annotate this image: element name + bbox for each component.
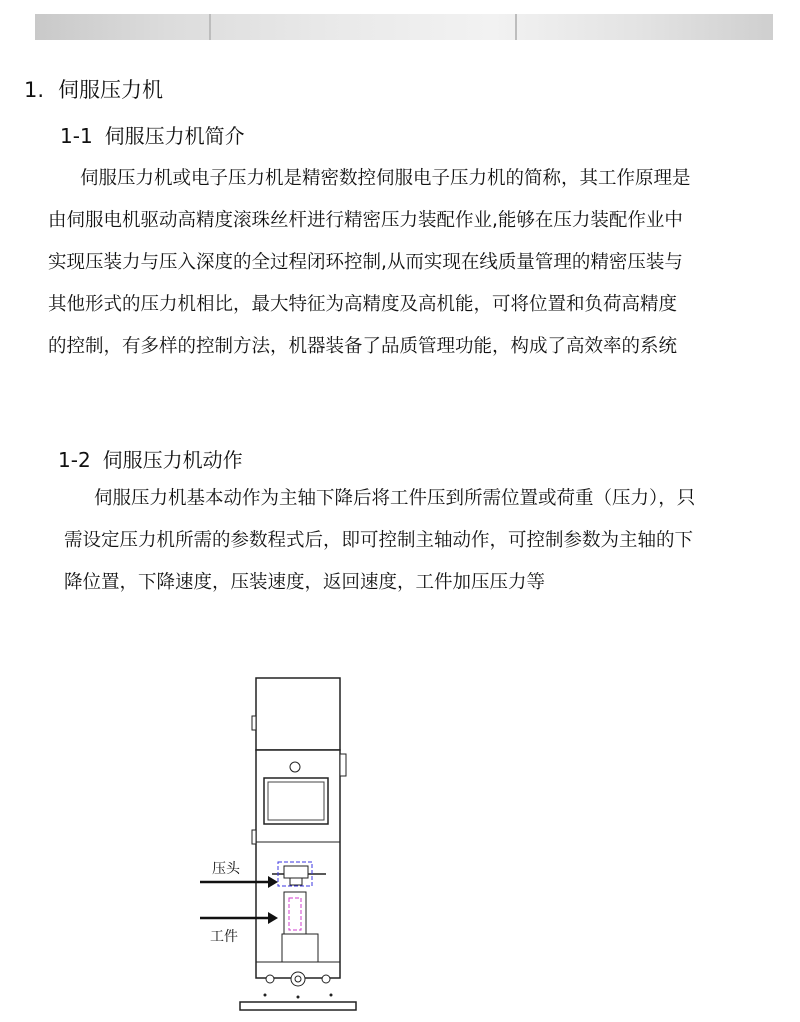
touch-screen-inner: [268, 782, 324, 820]
header-bar-divider: [515, 14, 517, 40]
press-top-housing: [256, 678, 340, 750]
section-title: 伺服压力机动作: [102, 448, 243, 472]
header-decoration-bar: [35, 14, 773, 40]
paragraph-line: 其他形式的压力机相比，最大特征为高精度及高机能，可将位置和负荷高精度: [48, 294, 678, 315]
base-dot: [264, 994, 267, 997]
paragraph-line: 由伺服电机驱动高精度滚珠丝杆进行精密压力装配作业,能够在压力装配作业中: [48, 210, 683, 231]
paragraph-line: 伺服压力机或电子压力机是精密数控伺服电子压力机的简称，其工作原理是: [80, 168, 691, 189]
section-1-heading: [24, 74, 163, 104]
base-dot: [297, 996, 300, 999]
paragraph-line: 伺服压力机基本动作为主轴下降后将工件压到所需位置或荷重（压力），只: [94, 488, 696, 509]
base-main-button-inner: [295, 976, 301, 982]
label-workpiece: 工件: [210, 929, 238, 945]
paragraph-line: 降位置，下降速度，压装速度，返回速度，工件加压压力等: [64, 572, 546, 593]
section-1-2-heading: [58, 444, 243, 473]
section-1-2-paragraph: [64, 478, 776, 604]
press-head-tip: [290, 878, 302, 885]
base-dot: [330, 994, 333, 997]
side-hinge: [252, 830, 256, 844]
label-press-head: 压头: [212, 861, 240, 877]
paragraph-line: 实现压装力与压入深度的全过程闭环控制,从而实现在线质量管理的精密压装与: [48, 252, 683, 273]
side-hinge: [252, 716, 256, 730]
indicator-light: [290, 762, 300, 772]
press-foot: [240, 1002, 356, 1010]
header-bar-divider: [209, 14, 211, 40]
base-button: [322, 975, 330, 983]
press-head: [284, 866, 308, 878]
section-number: 1.: [24, 78, 45, 102]
section-number: 1-1: [60, 124, 93, 148]
section-1-1-heading: [60, 120, 245, 149]
section-1-1-paragraph: [48, 158, 760, 368]
servo-press-diagram: [190, 672, 370, 1017]
section-number: 1-2: [58, 448, 91, 472]
paragraph-line: 的控制，有多样的控制方法，机器装备了品质管理功能，构成了高效率的系统: [48, 336, 678, 357]
workpiece-fixture: [282, 934, 318, 962]
paragraph-line: 需设定压力机所需的参数程式后，即可控制主轴动作，可控制参数为主轴的下: [64, 530, 694, 551]
side-switch: [340, 754, 346, 776]
base-button: [266, 975, 274, 983]
section-title: 伺服压力机: [58, 78, 164, 102]
section-title: 伺服压力机简介: [104, 124, 245, 148]
